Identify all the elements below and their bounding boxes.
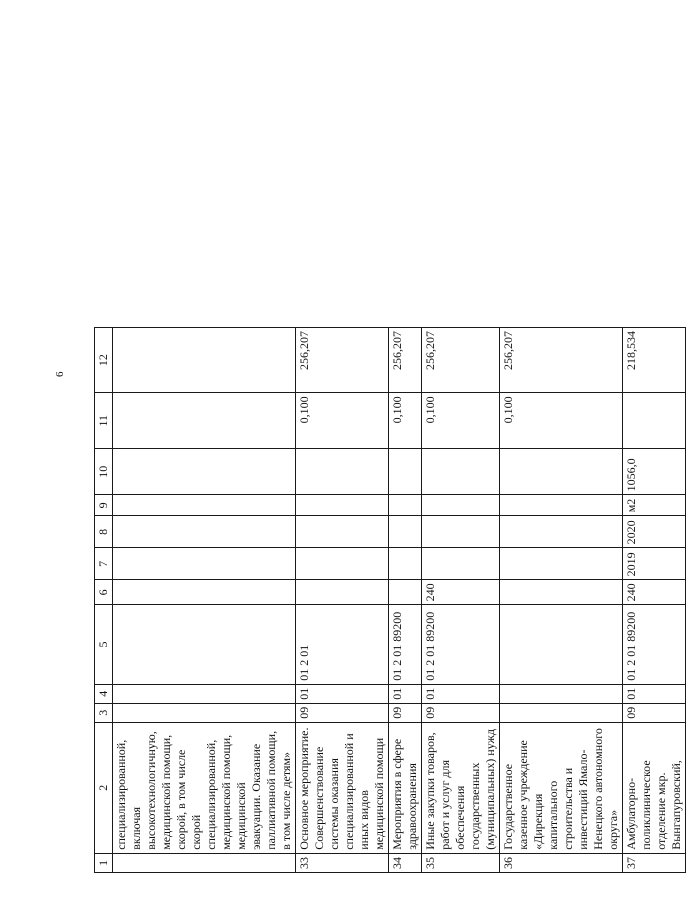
- value-cell: [113, 393, 296, 449]
- row-number-cell: 37: [623, 853, 686, 872]
- row-name-cell: Мероприятия в сфере здравоохранения: [389, 722, 422, 853]
- target-article-cell: 01 2 01: [296, 605, 389, 684]
- rotated-table-wrapper: [94, 327, 686, 873]
- row-number-cell: 36: [500, 853, 623, 872]
- start-year-cell: [113, 548, 296, 580]
- table-row: [296, 328, 389, 873]
- unit-cell: [500, 495, 623, 516]
- header-cell: 11: [95, 393, 113, 449]
- header-cell: 8: [95, 516, 113, 548]
- row-number-cell: 33: [296, 853, 389, 872]
- subsection-cell: 01: [296, 684, 389, 703]
- header-cell: 12: [95, 328, 113, 393]
- row-number-cell: [113, 853, 296, 872]
- header-cell: 7: [95, 548, 113, 580]
- end-year-cell: 2020: [623, 516, 686, 548]
- row-name-cell: Основное мероприятие. Совершенствование системы оказания специализированной и иных видов медицинской помощи: [296, 722, 389, 853]
- capacity-cell: [296, 449, 389, 495]
- section-cell: [113, 703, 296, 722]
- end-year-cell: [113, 516, 296, 548]
- amount-cell: 256,207: [296, 328, 389, 393]
- capacity-cell: [422, 449, 500, 495]
- value-cell: 0,100: [389, 393, 422, 449]
- page-number: 6: [54, 371, 66, 377]
- unit-cell: [113, 495, 296, 516]
- table-row: [422, 328, 500, 873]
- header-cell: 10: [95, 449, 113, 495]
- capacity-cell: 1056,0: [623, 449, 686, 495]
- capacity-cell: [113, 449, 296, 495]
- capacity-cell: [389, 449, 422, 495]
- table-row: [113, 328, 296, 873]
- value-cell: [623, 393, 686, 449]
- header-cell: 3: [95, 703, 113, 722]
- end-year-cell: [389, 516, 422, 548]
- amount-cell: 256,207: [500, 328, 623, 393]
- start-year-cell: [422, 548, 500, 580]
- capacity-cell: [500, 449, 623, 495]
- row-name-cell: Государственное казенное учреждение «Дирекция капитального строительства и инвестиций Ямало-Ненецкого автономного округа»: [500, 722, 623, 853]
- target-article-cell: 01 2 01 89200: [389, 605, 422, 684]
- value-cell: 0,100: [296, 393, 389, 449]
- value-cell: 0,100: [422, 393, 500, 449]
- header-cell: 4: [95, 684, 113, 703]
- subsection-cell: 01: [389, 684, 422, 703]
- unit-cell: [296, 495, 389, 516]
- header-cell: 9: [95, 495, 113, 516]
- table-row: [389, 328, 422, 873]
- budget-table: [94, 327, 686, 873]
- row-number-cell: 35: [422, 853, 500, 872]
- unit-cell: м2: [623, 495, 686, 516]
- table-row: [500, 328, 623, 873]
- start-year-cell: [296, 548, 389, 580]
- start-year-cell: [500, 548, 623, 580]
- start-year-cell: 2019: [623, 548, 686, 580]
- header-row: [95, 328, 113, 873]
- row-name-cell: Иные закупки товаров, работ и услуг для обеспечения государственных (муниципальных) нужд: [422, 722, 500, 853]
- end-year-cell: [500, 516, 623, 548]
- amount-cell: 256,207: [389, 328, 422, 393]
- header-cell: 6: [95, 580, 113, 605]
- section-cell: 09: [623, 703, 686, 722]
- row-number-cell: 34: [389, 853, 422, 872]
- section-cell: 09: [422, 703, 500, 722]
- section-cell: [500, 703, 623, 722]
- target-article-cell: 01 2 01 89200: [623, 605, 686, 684]
- target-article-cell: [113, 605, 296, 684]
- expense-type-cell: [113, 580, 296, 605]
- section-cell: 09: [296, 703, 389, 722]
- row-name-cell: Амбулаторно-поликлиническое отделение мкр. Вынгапуровский,: [623, 722, 686, 853]
- unit-cell: [422, 495, 500, 516]
- header-cell: 1: [95, 853, 113, 872]
- subsection-cell: [113, 684, 296, 703]
- target-article-cell: [500, 605, 623, 684]
- amount-cell: 256,207: [422, 328, 500, 393]
- target-article-cell: 01 2 01 89200: [422, 605, 500, 684]
- unit-cell: [389, 495, 422, 516]
- expense-type-cell: [296, 580, 389, 605]
- amount-cell: 218,534: [623, 328, 686, 393]
- subsection-cell: 01: [422, 684, 500, 703]
- value-cell: 0,100: [500, 393, 623, 449]
- expense-type-cell: 240: [422, 580, 500, 605]
- expense-type-cell: [389, 580, 422, 605]
- subsection-cell: [500, 684, 623, 703]
- subsection-cell: 01: [623, 684, 686, 703]
- expense-type-cell: 240: [623, 580, 686, 605]
- start-year-cell: [389, 548, 422, 580]
- expense-type-cell: [500, 580, 623, 605]
- header-cell: 2: [95, 722, 113, 853]
- row-name-cell: специализированной, включая высокотехнологичную, медицинской помощи, скорой, в том числе скорой специализированной, медицинской помощи, медицинской эвакуации. Оказание паллиативной помощи, в том числе детям»: [113, 722, 296, 853]
- end-year-cell: [422, 516, 500, 548]
- end-year-cell: [296, 516, 389, 548]
- section-cell: 09: [389, 703, 422, 722]
- header-cell: 5: [95, 605, 113, 684]
- table-row: [623, 328, 686, 873]
- amount-cell: [113, 328, 296, 393]
